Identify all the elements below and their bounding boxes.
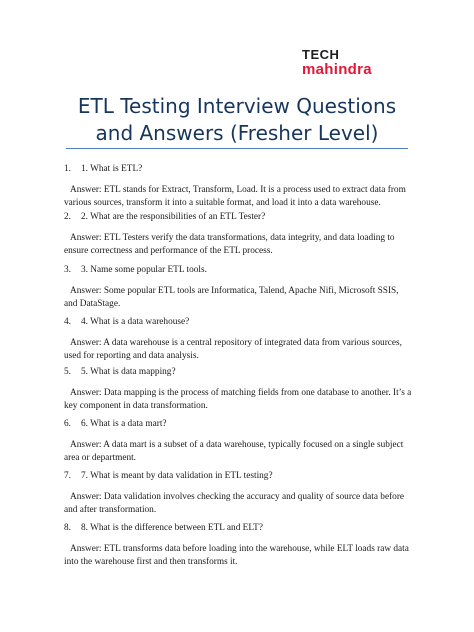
- question-number: 7.: [64, 471, 71, 481]
- answer-8: Answer: ETL transforms data before loading into the warehouse, while ELT loads raw data into the warehouse first and then transforms it.: [64, 544, 409, 567]
- answer-3: Answer: Some popular ETL tools are Informatica, Talend, Apache Nifi, Microsoft SSIS, and DataStage.: [64, 286, 399, 309]
- question-text: 2. What are the responsibilities of an ETL Tester?: [81, 212, 266, 222]
- answer-2: Answer: ETL Testers verify the data transformations, data integrity, and data loading to ensure correctness and performance of the ETL process.: [64, 233, 395, 256]
- question-5: [64, 366, 414, 379]
- qa-item-7: [64, 470, 414, 517]
- question-6: [64, 418, 414, 431]
- document-title: ETL Testing Interview Questions and Answers (Fresher Level): [77, 94, 397, 145]
- qa-item-6: [64, 418, 414, 465]
- qa-item-8: [64, 522, 414, 569]
- question-text: 1. What is ETL?: [81, 164, 143, 174]
- logo-brand-text: mahindra: [302, 61, 372, 78]
- question-text: 4. What is a data warehouse?: [81, 317, 190, 327]
- answer-4: Answer: A data warehouse is a central repository of integrated data from various sources, used for reporting and data analysis.: [64, 338, 402, 361]
- question-7: [64, 470, 414, 483]
- question-number: 5.: [64, 367, 71, 377]
- question-2: [64, 211, 414, 224]
- question-number: 4.: [64, 317, 71, 327]
- question-number: 2.: [64, 212, 71, 222]
- qa-item-1: [64, 163, 414, 210]
- question-8: [64, 522, 414, 535]
- question-text: 7. What is meant by data validation in ETL testing?: [81, 471, 273, 481]
- question-number: 3.: [64, 265, 71, 275]
- answer-1: Answer: ETL stands for Extract, Transform, Load. It is a process used to extract data from various sources, transform it into a suitable format, and load it into a data warehouse.: [64, 185, 406, 208]
- question-text: 5. What is data mapping?: [81, 367, 176, 377]
- question-text: 6. What is a data mart?: [81, 419, 167, 429]
- tech-mahindra-logo: [302, 48, 392, 77]
- title-divider: [66, 148, 408, 149]
- logo-tech-text: TECH: [302, 47, 340, 62]
- qa-item-3: [64, 264, 414, 311]
- question-text: 8. What is the difference between ETL and ELT?: [81, 523, 263, 533]
- qa-item-2: [64, 211, 414, 258]
- qa-item-5: [64, 366, 414, 413]
- answer-5: Answer: Data mapping is the process of matching fields from one database to another. It’s a key component in data transformation.: [64, 388, 412, 411]
- question-text: 3. Name some popular ETL tools.: [81, 265, 207, 275]
- question-number: 1.: [64, 164, 71, 174]
- question-number: 6.: [64, 419, 71, 429]
- question-1: [64, 163, 414, 176]
- question-4: [64, 316, 414, 329]
- answer-6: Answer: A data mart is a subset of a data warehouse, typically focused on a single subject area or department.: [64, 440, 404, 463]
- qa-item-4: [64, 316, 414, 363]
- question-number: 8.: [64, 523, 71, 533]
- question-3: [64, 264, 414, 277]
- answer-7: Answer: Data validation involves checking the accuracy and quality of source data before and after transformation.: [64, 492, 405, 515]
